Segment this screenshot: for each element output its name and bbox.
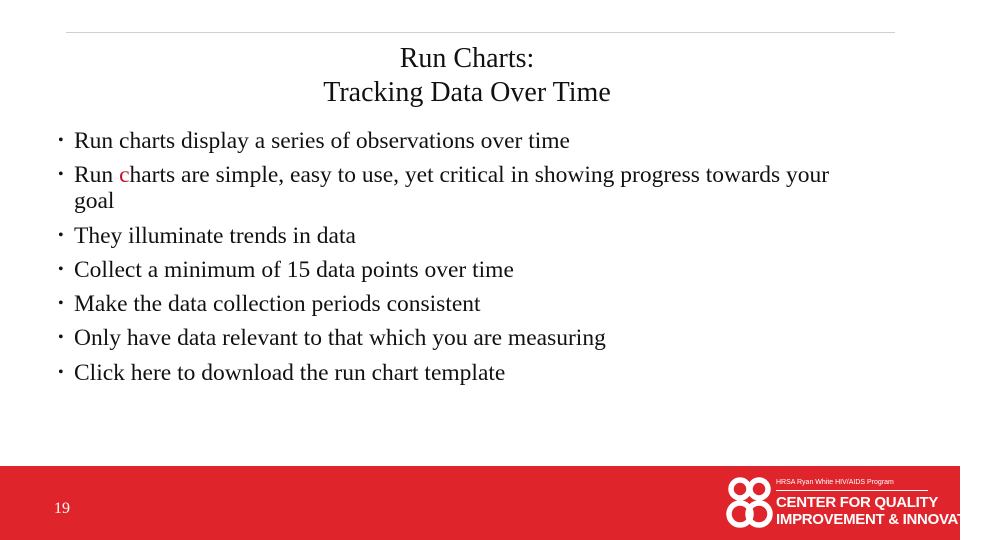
bullet-text: Make the data collection periods consistent	[74, 291, 481, 318]
bullet-item	[58, 257, 848, 283]
bullet-dot-icon: •	[58, 226, 64, 244]
logo-program-name: HRSA Ryan White HIV/AIDS Program	[776, 479, 894, 486]
download-template-link[interactable]: Click here to download the run chart template	[74, 359, 506, 386]
bullet-item	[58, 223, 848, 249]
bullet-dot-icon: •	[58, 295, 64, 313]
bullet-text: Only have data relevant to that which you are measuring	[74, 325, 606, 352]
bullet-item	[58, 325, 848, 351]
bullet-dot-icon: •	[58, 166, 64, 184]
bullet-dot-icon: •	[58, 132, 64, 149]
bullet-item	[58, 162, 848, 214]
slide-title-line1: Run Charts:	[399, 43, 535, 74]
bullet-list	[58, 128, 848, 394]
slide-title-line2: Tracking Data Over Time	[323, 77, 611, 108]
bullet-text-part: harts are simple, easy to use, yet critical in showing progress towards your goal	[74, 162, 830, 215]
bullet-item	[58, 291, 848, 317]
bullet-dot-icon: •	[58, 260, 64, 278]
logo-text	[776, 478, 992, 528]
cqii-logo	[726, 472, 992, 534]
bullet-text	[74, 162, 829, 214]
bullet-dot-icon: •	[58, 363, 64, 381]
logo-mark-icon	[726, 474, 774, 532]
bullet-text: Collect a minimum of 15 data points over time	[74, 256, 514, 283]
logo-line1: CENTER FOR QUALITY	[776, 494, 939, 511]
logo-divider	[776, 490, 928, 491]
slide-title	[0, 42, 934, 110]
bullet-text: Run charts display a series of observations over time	[74, 128, 570, 154]
bullet-text: They illuminate trends in data	[74, 222, 356, 249]
top-divider	[66, 32, 895, 33]
bullet-item-download-link[interactable]	[58, 360, 848, 386]
bullet-text-accent: c	[119, 162, 130, 189]
bullet-text-part: Run	[74, 162, 120, 189]
bullet-dot-icon: •	[58, 329, 64, 347]
bullet-item	[58, 128, 848, 154]
page-number: 19	[54, 500, 70, 517]
logo-line2: IMPROVEMENT & INNOVATION	[776, 511, 992, 528]
